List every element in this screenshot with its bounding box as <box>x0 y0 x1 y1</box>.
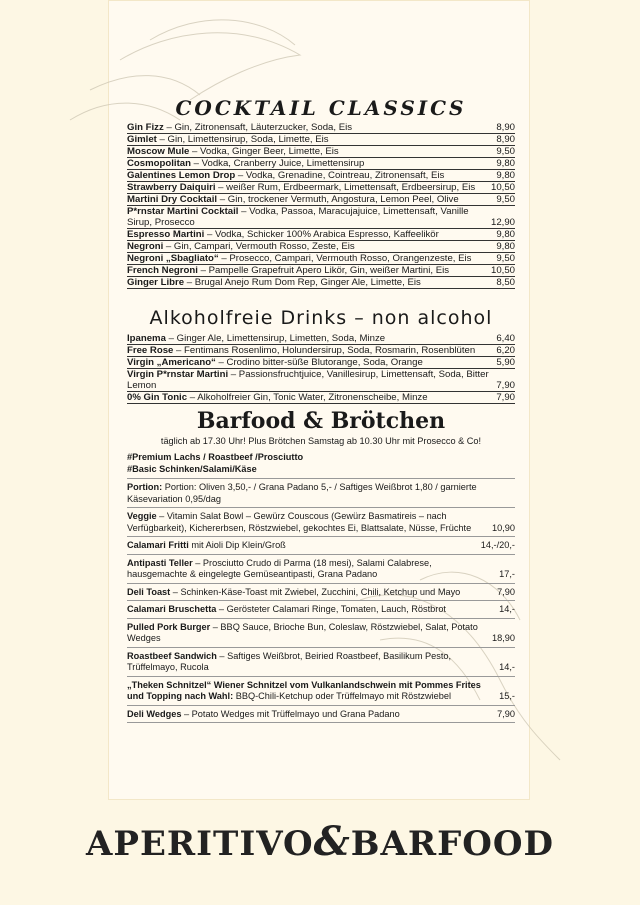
menu-item-description: mit Aioli Dip Klein/Groß <box>188 540 286 550</box>
menu-item-price: 10,90 <box>492 522 515 533</box>
footer-aperitivo: APERITIVO <box>86 824 314 864</box>
menu-item-text <box>127 182 491 193</box>
menu-item <box>127 229 515 241</box>
menu-item-price: 8,90 <box>496 122 515 133</box>
menu-item-name: Ginger Libre <box>127 277 185 288</box>
menu-item-description: – Gerösteter Calamari Ringe, Tomaten, Lauch, Röstbrot <box>216 604 446 614</box>
menu-item-description: – Brugal Anejo Rum Dom Rep, Ginger Ale, Limette, Eis <box>184 277 421 288</box>
menu-item-price: 7,90 <box>496 392 515 403</box>
menu-item-text <box>127 122 493 133</box>
menu-item-text <box>127 604 493 616</box>
menu-item <box>127 158 515 170</box>
menu-item-description: – Prosciutto Crudo di Parma (18 mesi), Salami Calabrese, hausgemachte & eingelegte Gemüseantipasti, Grana Padano <box>127 557 432 579</box>
footer-logo <box>0 818 640 865</box>
menu-item-price: 9,50 <box>496 146 515 157</box>
menu-item <box>127 253 515 265</box>
menu-item-name: Veggie <box>127 511 157 521</box>
menu-item <box>127 357 515 369</box>
cocktail-list <box>127 122 515 289</box>
menu-item-description: – Saftiges Weißbrot, Beiried Roastbeef, Basilikum Pesto, Trüffelmayo, Rucola <box>127 650 452 672</box>
menu-item-description: – Fentimans Rosenlimo, Holundersirup, Soda, Rosmarin, Rosenblüten <box>173 345 476 356</box>
menu-item-description: BBQ-Chili-Ketchup oder Trüffelmayo mit Röstzwiebel <box>233 691 452 701</box>
menu-item-name: Gin Fizz <box>127 122 164 133</box>
menu-item-price: 15,- <box>499 691 515 701</box>
menu-item-text <box>127 482 493 505</box>
menu-item-price: 5,90 <box>496 357 515 368</box>
menu-item-text <box>127 277 493 288</box>
menu-item-name: Calamari Bruschetta <box>127 604 217 614</box>
menu-item <box>127 146 515 158</box>
menu-item-description: – Gin, Zitronensaft, Läuterzucker, Soda, Eis <box>163 122 353 133</box>
menu-item-price: 7,90 <box>497 708 515 719</box>
menu-item-name: Calamari Fritti <box>127 540 189 550</box>
menu-item-description: – Gin, Limettensirup, Soda, Limette, Eis <box>156 134 329 145</box>
menu-item-name: Deli Wedges <box>127 708 182 719</box>
menu-item-name: Espresso Martini <box>127 229 205 240</box>
footer-barfood: BARFOOD <box>350 824 554 864</box>
menu-item-name: Galentines Lemon Drop <box>127 170 236 181</box>
menu-item-text <box>127 587 493 599</box>
menu-item-price: 6,20 <box>496 345 515 356</box>
menu-item-text <box>127 158 493 169</box>
menu-item <box>127 333 515 345</box>
menu-item-price: 9,80 <box>496 229 515 240</box>
menu-item-price: 7,90 <box>496 380 515 391</box>
menu-item-description: – Pampelle Grapefruit Apero Likör, Gin, weißer Martini, Eis <box>197 265 450 276</box>
menu-item <box>127 170 515 182</box>
menu-item-name: French Negroni <box>127 265 198 276</box>
menu-item-description: – Schinken-Käse-Toast mit Zwiebel, Zucchini, Chili, Ketchup und Mayo <box>170 586 461 597</box>
menu-item-name: Negroni „Sbagliato“ <box>127 253 219 264</box>
menu-item-text <box>127 134 493 145</box>
menu-item-text <box>127 194 493 205</box>
menu-item-description: – Vodka, Ginger Beer, Limette, Eis <box>189 146 339 157</box>
menu-item <box>127 601 515 619</box>
menu-item-description: – Alkoholfreier Gin, Tonic Water, Zitronenscheibe, Minze <box>187 392 428 403</box>
menu-item-text <box>127 146 493 157</box>
menu-item <box>127 182 515 194</box>
menu-item <box>127 206 515 229</box>
menu-item <box>127 122 515 134</box>
menu-item-description: – Ginger Ale, Limettensirup, Limetten, Soda, Minze <box>165 333 386 344</box>
menu-item-text <box>127 253 493 264</box>
menu-item-price: 10,50 <box>490 265 515 276</box>
menu-item-description: – Gin, Campari, Vermouth Rosso, Zeste, Eis <box>163 241 355 252</box>
menu-item <box>127 706 515 724</box>
menu-item <box>127 555 515 584</box>
menu-item-price: 9,50 <box>496 253 515 264</box>
menu-item-description: – Passionsfruchtjuice, Vanillesirup, Limettensaft, Soda, Bitter Lemon <box>127 369 489 391</box>
menu-item <box>127 241 515 253</box>
menu-item-price: 10,50 <box>490 182 515 193</box>
menu-item <box>127 648 515 677</box>
menu-item-name: Martini Dry Cocktail <box>127 194 218 205</box>
menu-item-description: – Prosecco, Campari, Vermouth Rosso, Orangenzeste, Eis <box>218 253 472 264</box>
menu-item-text <box>127 357 493 368</box>
menu-item-name: Roastbeef Sandwich <box>127 650 217 661</box>
barfood-section-title: Barfood & Brötchen <box>196 408 446 434</box>
menu-item-name: Ipanema <box>127 333 166 344</box>
menu-item-description: – Gin, trockener Vermuth, Angostura, Lemon Peel, Olive <box>217 194 459 205</box>
menu-item-name: Antipasti Teller <box>127 557 193 568</box>
menu-item-text <box>127 265 491 276</box>
menu-item-description: – Potato Wedges mit Trüffelmayo und Grana Padano <box>181 708 400 719</box>
menu-item-text <box>127 333 493 344</box>
menu-item-name: 0% Gin Tonic <box>127 392 188 403</box>
barfood-subtitle: täglich ab 17.30 Uhr! Plus Brötchen Samstag ab 10.30 Uhr mit Prosecco & Co! <box>160 436 482 446</box>
menu-item-price: 6,40 <box>496 333 515 344</box>
menu-item-description: – Vitamin Salat Bowl – Gewürz Couscous (Gewürz Basmatireis – nach Verfügbarkeit), Kichererbsen, Röstzwiebel, gekochtes Ei, Blattsalate, Nüsse, Früchte <box>127 511 472 533</box>
menu-item-name: „Theken Schnitzel“ Wiener Schnitzel vom Vulkanlandschwein mit Pommes Frites und Topping nach Wahl: <box>127 679 481 701</box>
menu-item-name: Portion: <box>127 482 163 492</box>
alkoholfrei-section-title: Alkoholfreie Drinks – non alcohol <box>149 307 493 329</box>
basic-line: #Basic Schinken/Salami/Käse <box>127 464 515 480</box>
menu-item-description: – Crodino bitter-süße Blutorange, Soda, Orange <box>215 357 423 368</box>
menu-item-price: 8,90 <box>496 134 515 145</box>
menu-item-description: Portion: Oliven 3,50,- / Grana Padano 5,- / Saftiges Weißbrot 1,80 / garnierte Käsevariation 0,95/dag <box>127 482 477 504</box>
menu-item-price: 18,90 <box>492 633 515 643</box>
barfood-list <box>127 452 515 723</box>
menu-item-name: Free Rose <box>127 345 174 356</box>
menu-item-text <box>127 511 492 534</box>
menu-item <box>127 134 515 146</box>
menu-item-price: 9,80 <box>496 158 515 169</box>
menu-item-price: 7,90 <box>497 586 515 597</box>
menu-item-text <box>127 345 493 356</box>
menu-item-name: P*rnstar Martini Cocktail <box>127 206 239 217</box>
menu-item-price: 14,- <box>499 604 515 614</box>
premium-line: #Premium Lachs / Roastbeef /Prosciutto <box>127 452 304 462</box>
menu-item <box>127 345 515 357</box>
menu-item-name: Pulled Pork Burger <box>127 621 211 632</box>
menu-item-text <box>127 622 492 645</box>
menu-item-text <box>127 369 493 391</box>
menu-item <box>127 508 515 537</box>
menu-item-name: Negroni <box>127 241 164 252</box>
menu-item-description: – weißer Rum, Erdbeermark, Limettensaft, Erdbeersirup, Eis <box>215 182 476 193</box>
menu-item-price: 9,80 <box>496 241 515 252</box>
alkoholfrei-list <box>127 333 515 404</box>
menu-item-price: 8,50 <box>496 277 515 288</box>
menu-item-price: 17,- <box>499 569 515 579</box>
menu-item-name: Cosmopolitan <box>127 158 191 169</box>
menu-item-text <box>127 651 493 674</box>
menu-item-description: – Vodka, Cranberry Juice, Limettensirup <box>190 158 365 169</box>
menu-item-name: Strawberry Daiquiri <box>127 182 216 193</box>
menu-item-price: 14,- <box>499 662 515 672</box>
menu-item-name: Virgin P*rnstar Martini <box>127 369 229 380</box>
menu-item-price: 12,90 <box>490 217 515 228</box>
cocktail-section-title: COCKTAIL CLASSICS <box>175 96 467 120</box>
menu-item <box>127 392 515 404</box>
menu-item-name: Gimlet <box>127 134 157 145</box>
menu-item <box>127 677 515 706</box>
menu-item <box>127 584 515 602</box>
menu-item-price: 14,-/20,- <box>480 540 515 550</box>
menu-item-text <box>127 241 493 252</box>
menu-content <box>127 96 515 723</box>
menu-item <box>127 369 515 392</box>
menu-item-text <box>127 540 481 552</box>
footer-ampersand: & <box>313 818 351 865</box>
menu-item-description: – Vodka, Passoa, Maracujajuice, Limettensaft, Vanille Sirup, Prosecco <box>127 206 469 228</box>
menu-item-description: – BBQ Sauce, Brioche Bun, Coleslaw, Röstzwiebel, Salat, Potato Wedges <box>127 621 478 643</box>
menu-item <box>127 479 515 508</box>
menu-item-description: – Vodka, Grenadine, Cointreau, Zitronensaft, Eis <box>235 170 445 181</box>
menu-item <box>127 619 515 648</box>
menu-item-name: Deli Toast <box>127 586 171 597</box>
menu-item <box>127 194 515 206</box>
menu-item-text <box>127 680 493 703</box>
menu-item-description: – Vodka, Schicker 100% Arabica Espresso, Kaffeelikör <box>204 229 439 240</box>
menu-item <box>127 265 515 277</box>
menu-item <box>127 537 515 555</box>
menu-item-name: Virgin „Americano“ <box>127 357 216 368</box>
menu-item-text <box>127 170 493 181</box>
menu-item <box>127 277 515 289</box>
menu-item-text <box>127 709 493 721</box>
menu-item-name: Moscow Mule <box>127 146 190 157</box>
menu-item-text <box>127 558 493 581</box>
menu-item-text <box>127 206 491 228</box>
menu-item-price: 9,50 <box>496 194 515 205</box>
menu-item-text <box>127 229 493 240</box>
menu-item-price: 9,80 <box>496 170 515 181</box>
menu-item-text <box>127 392 493 403</box>
